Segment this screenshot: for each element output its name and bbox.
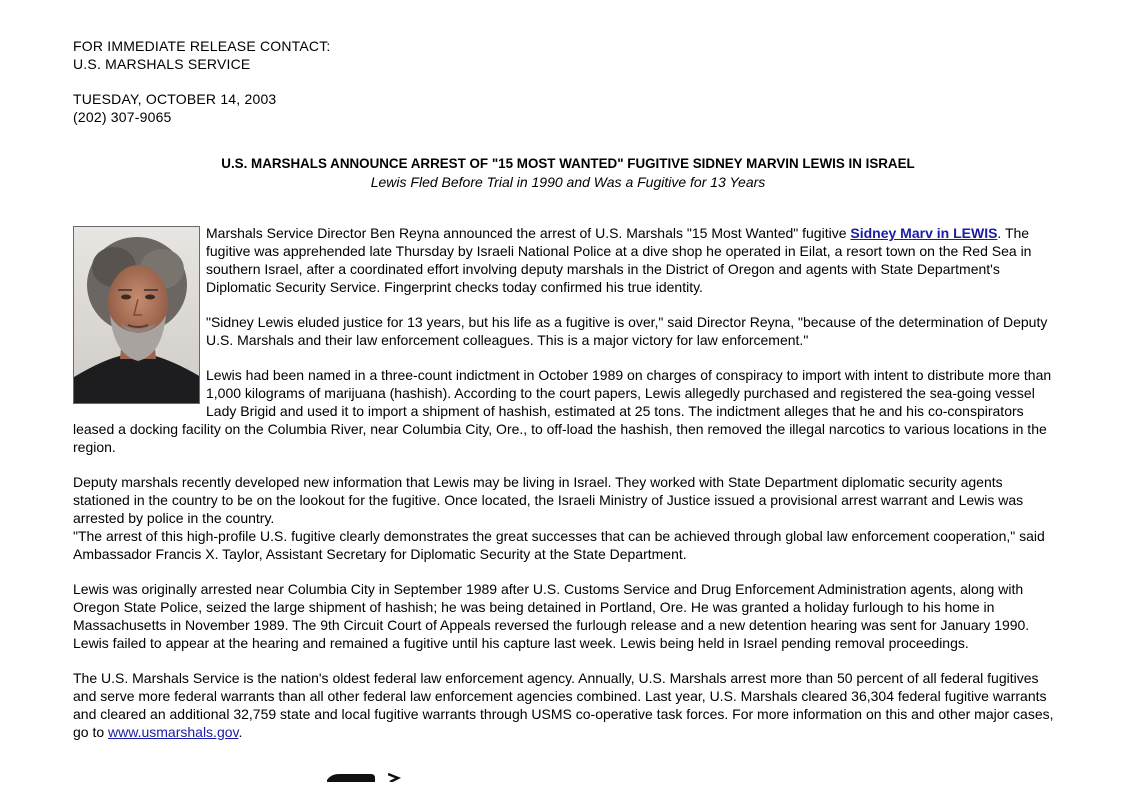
fugitive-profile-link[interactable]: Sidney Marv in LEWIS <box>850 225 998 241</box>
agency-name: U.S. MARSHALS SERVICE <box>73 56 251 72</box>
paragraph-indictment: Lewis had been named in a three-count indictment in October 1989 on charges of conspiracy to import with intent to distribute more than 1,000 kilograms of marijuana (hashish). According to the court papers, Lewis allegedly purchased and registered the sea-going vessel Lady Brigid and used it to import a shipment of hashish, estimated at 25 tons. The indictment alleges that he and his co-conspirators leased a docking facility on the Columbia River, near Columbia City, Ore., to off-load the hashish, then removed the illegal narcotics to various locations in the region. <box>73 367 1052 455</box>
usmarshals-website-link[interactable]: www.usmarshals.gov <box>108 724 239 740</box>
press-release <box>73 37 1063 741</box>
paragraph-about-usms: The U.S. Marshals Service is the nation's oldest federal law enforcement agency. Annually, U.S. Marshals arrest more than 50 percent of all federal fugitives and serve more federal warrants than all other federal law enforcement agencies combined. Last year, U.S. Marshals cleared 36,304 federal fugitive warrants and cleared an additional 32,759 state and local fugitive warrants through USMS co-operative task forces. For more information on this and other major cases, go to www.usmarshals.gov. <box>73 670 1054 740</box>
cropped-graphic-fragment-2 <box>388 772 402 782</box>
subheadline: Lewis Fled Before Trial in 1990 and Was a Fugitive for 13 Years <box>370 174 766 190</box>
contact-line: FOR IMMEDIATE RELEASE CONTACT: <box>73 38 331 54</box>
release-date: TUESDAY, OCTOBER 14, 2003 <box>73 91 277 107</box>
paragraph-history: Lewis was originally arrested near Columbia City in September 1989 after U.S. Customs Service and Drug Enforcement Administration agents, along with Oregon State Police, seized the large shipment of hashish; he was being detained in Portland, Ore. He was granted a holiday furlough to his home in Massachusetts in November 1989. The 9th Circuit Court of Appeals reversed the furlough release and a new detention hearing was sent for January 1990. Lewis failed to appear at the hearing and remained a fugitive until his capture last week. Lewis being held in Israel pending removal proceedings. <box>73 581 1030 651</box>
paragraph-quote-taylor: "The arrest of this high-profile U.S. fugitive clearly demonstrates the great successes that can be achieved through global law enforcement cooperation," said Ambassador Francis X. Taylor, Assistant Secretary for Diplomatic Security at the State Department. <box>73 528 1045 562</box>
paragraph-announcement: Marshals Service Director Ben Reyna announced the arrest of U.S. Marshals "15 Most Wanted" fugitive Sidney Marv in LEWIS. The fugitive was apprehended late Thursday by Israeli National Police at a dive shop he operated in Eilat, a resort town on the Red Sea in southern Israel, after a coordinated effort involving deputy marshals in the District of Oregon and agents with State Department's Diplomatic Security Service. Fingerprint checks today confirmed his true identity. <box>206 225 1032 295</box>
fugitive-photo <box>73 226 200 404</box>
cropped-graphic-fragment <box>327 772 375 782</box>
paragraph-new-information: Deputy marshals recently developed new information that Lewis may be living in Israel. They worked with State Department diplomatic security agents stationed in the country to be on the lookout for the fugitive. Once located, the Israeli Ministry of Justice issued a provisional arrest warrant and Lewis was arrested by police in the country. <box>73 474 1024 526</box>
headline: U.S. MARSHALS ANNOUNCE ARREST OF "15 MOST WANTED" FUGITIVE SIDNEY MARVIN LEWIS IN ISRAEL <box>221 156 915 171</box>
paragraph-quote-reyna: "Sidney Lewis eluded justice for 13 years, but his life as a fugitive is over," said Director Reyna, "because of the determination of Deputy U.S. Marshals and their law enforcement colleagues. This is a major victory for law enforcement." <box>206 314 1048 348</box>
portrait-image <box>74 227 200 404</box>
phone-number: (202) 307-9065 <box>73 109 172 125</box>
